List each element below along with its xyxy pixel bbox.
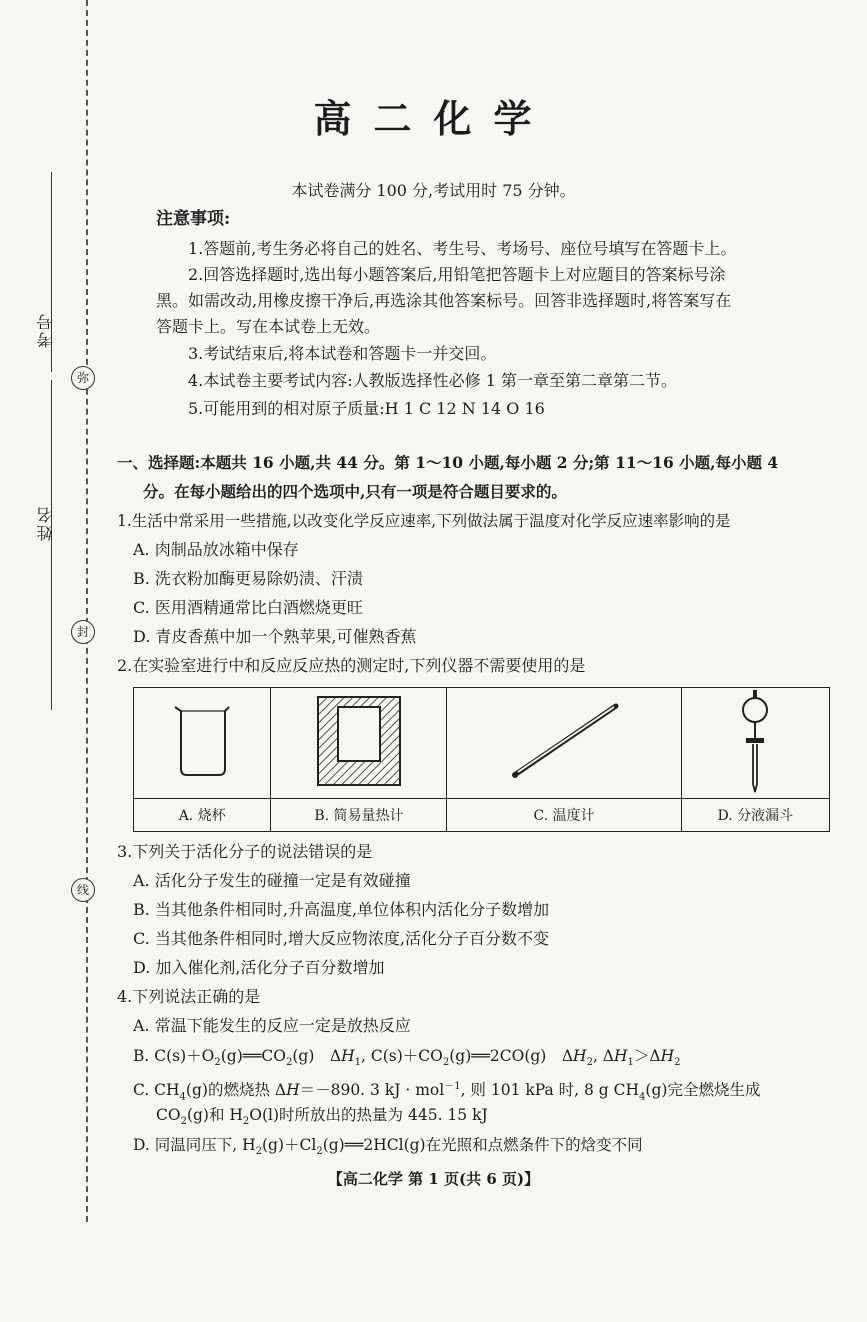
q3-option-b: B. 当其他条件相同时,升高温度,单位体积内活化分子数增加 [133,900,550,919]
q4-option-a: A. 常温下能发生的反应一定是放热反应 [133,1016,411,1035]
notice-1: 1.答题前,考生务必将自己的姓名、考生号、考场号、座位号填写在答题卡上。 [188,239,737,258]
option-d-caption: D. 分液漏斗 [681,799,829,832]
notice-2a: 2.回答选择题时,选出每小题答案后,用铅笔把答题卡上对应题目的答案标号涂 [188,265,726,284]
seal-feng: 封 [71,620,95,644]
page-title: 高二化学 [313,96,554,141]
option-a-caption: A. 烧杯 [134,799,271,832]
separatory-funnel-icon [735,688,775,794]
thermometer-figure [447,688,681,799]
q1-option-b: B. 洗衣粉加酶更易除奶渍、汗渍 [133,569,363,588]
q2-stem: 2.在实验室进行中和反应反应热的测定时,下列仪器不需要使用的是 [117,656,586,675]
beaker-figure [134,688,271,799]
q4-option-c: C. $CH_4(g)$的燃烧热 ΔH＝－890. 3 kJ · mol$^{-1}$, 则 101 kPa 时, 8 g $CH_4(g)$完全燃烧生成 [133,1081,761,1103]
q1-option-a: A. 肉制品放冰箱中保存 [133,540,299,559]
exam-info: 本试卷满分 100 分,考试用时 75 分钟。 [291,181,576,200]
q4-option-b: B. $C(s)+O_2(g)══CO_2(g)$ $\Delta H_1$, $C(s)+CO_2(g)══2CO(g)$ $\Delta H_2$, $\Delta H_1>\Delta H_2$ [133,1047,681,1069]
q1-stem: 1.生活中常采用一些措施,以改变化学反应速率,下列做法属于温度对化学反应速率影响的是 [117,512,731,530]
beaker-icon [167,701,237,781]
separatory-funnel-figure [681,688,829,799]
calorimeter-icon [314,693,404,789]
page-footer: 【高二化学 第 1 页(共 6 页)】 [327,1170,540,1188]
option-c-caption: C. 温度计 [447,799,681,832]
q3-option-d: D. 加入催化剂,活化分子百分数增加 [133,958,385,977]
notice-3: 3.考试结束后,将本试卷和答题卡一并交回。 [188,344,497,363]
option-b-caption: B. 简易量热计 [271,799,447,832]
q3-option-a: A. 活化分子发生的碰撞一定是有效碰撞 [133,871,411,890]
q3-stem: 3.下列关于活化分子的说法错误的是 [117,842,373,861]
kaohao-label: 考号 [36,312,55,348]
section-1-intro-cont: 分。在每小题给出的四个选项中,只有一项是符合题目要求的。 [143,482,567,501]
notice-5: 5.可能用到的相对原子质量:H 1 C 12 N 14 O 16 [188,399,545,418]
section-1-intro: 一、选择题:本题共 16 小题,共 44 分。第 1～10 小题,每小题 2 分;第 11～16 小题,每小题 4 [117,453,779,472]
notice-heading: 注意事项: [156,209,231,229]
q4-option-c-cont: $CO_2(g)$和 $H_2O(l)$时所放出的热量为 445. 15 kJ [156,1106,488,1128]
q1-option-c: C. 医用酒精通常比白酒燃烧更旺 [133,598,363,617]
thermometer-icon [504,696,624,786]
notice-2b: 黑。如需改动,用橡皮擦干净后,再选涂其他答案标号。回答非选择题时,将答案写在 [156,291,732,310]
apparatus-table [133,687,830,832]
notice-4: 4.本试卷主要考试内容:人教版选择性必修 1 第一章至第二章第二节。 [188,371,678,390]
calorimeter-figure [271,688,447,799]
seal-mi: 弥 [71,366,95,390]
q1-option-d: D. 青皮香蕉中加一个熟苹果,可催熟香蕉 [133,627,417,646]
seal-xian: 线 [71,878,95,902]
q4-option-d: D. 同温同压下, $H_2(g)+Cl_2(g)══2HCl(g)$在光照和点燃条件下的焓变不同 [133,1136,643,1158]
q4-stem: 4.下列说法正确的是 [117,987,261,1006]
q3-option-c: C. 当其他条件相同时,增大反应物浓度,活化分子百分数不变 [133,929,550,948]
xingming-underline [51,380,52,710]
notice-2c: 答题卡上。写在本试卷上无效。 [156,317,381,336]
xingming-label: 姓名 [36,505,55,541]
